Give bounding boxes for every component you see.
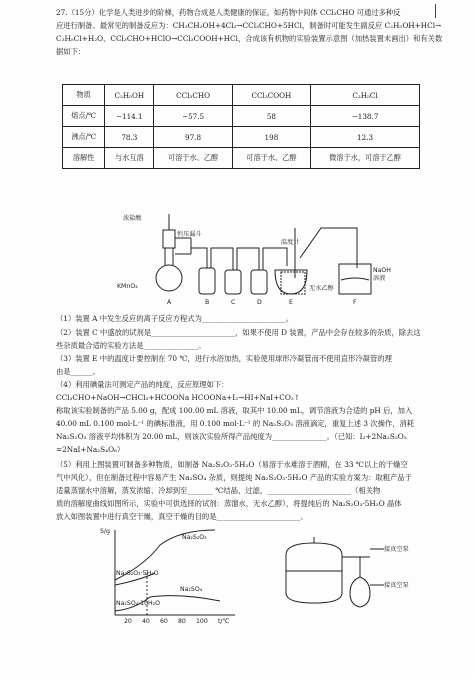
label-c: C <box>231 299 236 306</box>
intro-line-2: 应进行制备。最常见的制备反应为：CH₃CH₂OH+4Cl₂→CCl₃CHO+5HCl，制备时可能发生副反应 C₂H₅OH+HCl→ <box>56 21 442 30</box>
label-a: A <box>167 299 172 306</box>
graph-xtick: 80 <box>178 618 186 625</box>
table-header-cell: CCl₃CHO <box>154 85 232 106</box>
question-line: （1）装置 A 中发生反应的离子反应方程式为_______________________。 <box>56 314 294 323</box>
table-header-cell: C₂H₅OH <box>105 85 154 106</box>
question-line: =2NaI+Na₂S₄O₆） <box>56 445 125 454</box>
graph-xtick: 20 <box>124 618 132 625</box>
vacuum-apparatus <box>280 535 420 615</box>
pressure-funnel <box>163 230 175 248</box>
question-line: CCl₃CHO+NaOH→CHCl₃+HCOONa HCOONa+I₂→HI+NaI+CO₂↑ <box>56 393 300 402</box>
table-cell: 与水互溶 <box>105 148 154 169</box>
bottle-d <box>251 270 267 294</box>
curve-na2so4 <box>150 596 220 601</box>
question-line: 称取该实验制备的产品 5.00 g，配成 100.00 mL 溶液，取其中 10.00 mL，调节溶液为合适的 pH 后，加入 <box>56 406 413 415</box>
vacuum-label: 接真空泵 <box>384 582 409 589</box>
intro-line-4: 据如下： <box>56 47 86 56</box>
question-line: 质的溶解度曲线如图所示，实验中可供选择的试剂：蒸馏水，无水乙醇），将提纯后的 Na₂S₂O₃·5H₂O 晶体 <box>56 499 402 508</box>
table-cell: 12.3 <box>311 127 420 148</box>
apparatus-diagram <box>95 208 395 308</box>
bottle-c <box>225 270 241 294</box>
intro-line-3: C₂H₅Cl+H₂O、CCl₃CHO+HClO→CCl₃COOH+HCl，合成该有机物的实验装置示意图（加热装置未画出）和有关数 <box>56 34 443 43</box>
question-line: （3）装置 E 中的温度计要控制在 70 ℃，进行水浴加热，实验使用球形冷凝管而不使用直形冷凝管的理 <box>56 354 392 363</box>
question-line: （4）利用碘量法可测定产品的纯度，反应原理如下： <box>56 380 229 389</box>
table-header-cell: 物质 <box>63 85 105 106</box>
table-cell: −114.1 <box>105 106 154 127</box>
label-naoh: NaOH <box>373 267 391 274</box>
label-thermometer: 温度计 <box>281 239 300 246</box>
curve-label: Na₂S₂O₃·5H₂O <box>116 570 159 577</box>
label-ethanol: 无水乙醇 <box>309 285 334 292</box>
solubility-graph <box>100 525 240 625</box>
table-cell: 沸点/℃ <box>63 127 105 148</box>
question-line: 由是______。 <box>56 367 100 376</box>
label-d: D <box>257 299 262 306</box>
table-cell: 溶解性 <box>63 148 105 169</box>
curve-label: Na₂SO₄ <box>180 586 203 593</box>
label-e: E <box>289 299 293 306</box>
curve-label: Na₂SO₄·10H₂O <box>116 600 161 607</box>
page-mark <box>435 4 436 18</box>
table-cell: 97.8 <box>154 127 232 148</box>
table-header-cell: C₂H₅Cl <box>311 85 420 106</box>
label-kmno4: KMnO₄ <box>117 283 138 290</box>
table-cell: −57.5 <box>154 106 232 127</box>
question-line: Na₂S₂O₃ 溶液平均体积为 20.00 mL，则该次实验所得产品纯度为_______________。（已知：I₂+2Na₂S₂O₃ <box>56 432 407 441</box>
table-cell: 198 <box>232 127 310 148</box>
graph-xlabel: t/℃ <box>218 618 230 625</box>
table-header-row <box>63 85 420 106</box>
label-funnel: 恒压漏斗 <box>177 231 202 238</box>
label-f: F <box>353 299 357 306</box>
label-naoh-solution: 溶液 <box>373 275 386 282</box>
table-cell: 可溶于水、乙醇 <box>232 148 310 169</box>
label-acid: 浓盐酸 <box>123 215 142 222</box>
flask-e <box>275 270 307 294</box>
question-line: 适量蒸馏水中溶解，蒸发浓缩、冷却到至_______ ℃结晶，过滤，_______________________（相关物 <box>56 486 381 495</box>
property-table <box>62 84 420 169</box>
suction-flask <box>350 557 370 607</box>
bottle-b <box>199 268 215 294</box>
table-header-cell: CCl₃COOH <box>232 85 310 106</box>
curve-label: Na₂S₂O₃ <box>182 534 207 541</box>
graph-ylabel: S/g <box>100 528 110 535</box>
graph-xtick: 60 <box>160 618 168 625</box>
graph-xtick: 100 <box>196 618 208 625</box>
flask-a <box>156 265 182 291</box>
question-line: （2）装置 C 中盛放的试剂是_______________________，如果不使用 D 装置，产品中会存在较多的杂质，除去这 <box>56 328 421 337</box>
question-line: 放入如图装置中进行真空干燥，真空干燥的目的是_______________________。 <box>56 512 308 521</box>
label-b: B <box>205 299 210 306</box>
table-row <box>63 106 420 127</box>
question-line: 气中风化），但在制备过程中容易产生 Na₂SO₄ 杂质，则提纯 Na₂S₂O₃·5H₂O 产品的实验方案为：取粗产品于 <box>56 473 412 482</box>
question-line: （5）利用上图装置可制备多种物质，如制备 Na₂S₂O₃·5H₂O（易溶于水难溶于酒精，在 33 ℃以上的干燥空 <box>56 460 408 469</box>
table-cell: 微溶于水，可溶于乙醇 <box>311 148 420 169</box>
table-cell: 熔点/℃ <box>63 106 105 127</box>
table-cell: 78.3 <box>105 127 154 148</box>
intro-line-1: 27.（15分）化学是人类进步的阶梯，药物合成是人类健康的保证。如药物中间体 CCl₃CHO 可通过多种反 <box>56 8 401 17</box>
table-cell: −138.7 <box>311 106 420 127</box>
table-row <box>63 127 420 148</box>
question-line: 40.00 mL 0.100 mol·L⁻¹ 的碘标准液，用 0.100 mol·L⁻¹ 的 Na₂S₂O₃ 溶液滴定，重复上述 3 次操作，消耗 <box>56 419 415 428</box>
table-row <box>63 148 420 169</box>
desiccator <box>286 543 342 603</box>
table-cell: 可溶于水、乙醇 <box>154 148 232 169</box>
graph-xtick: 40 <box>142 618 150 625</box>
vacuum-label: 接真空泵 <box>384 546 409 553</box>
table-cell: 58 <box>232 106 310 127</box>
question-line: 些杂质最合适的实验方法是_______________。 <box>56 341 206 350</box>
condenser <box>300 228 357 268</box>
